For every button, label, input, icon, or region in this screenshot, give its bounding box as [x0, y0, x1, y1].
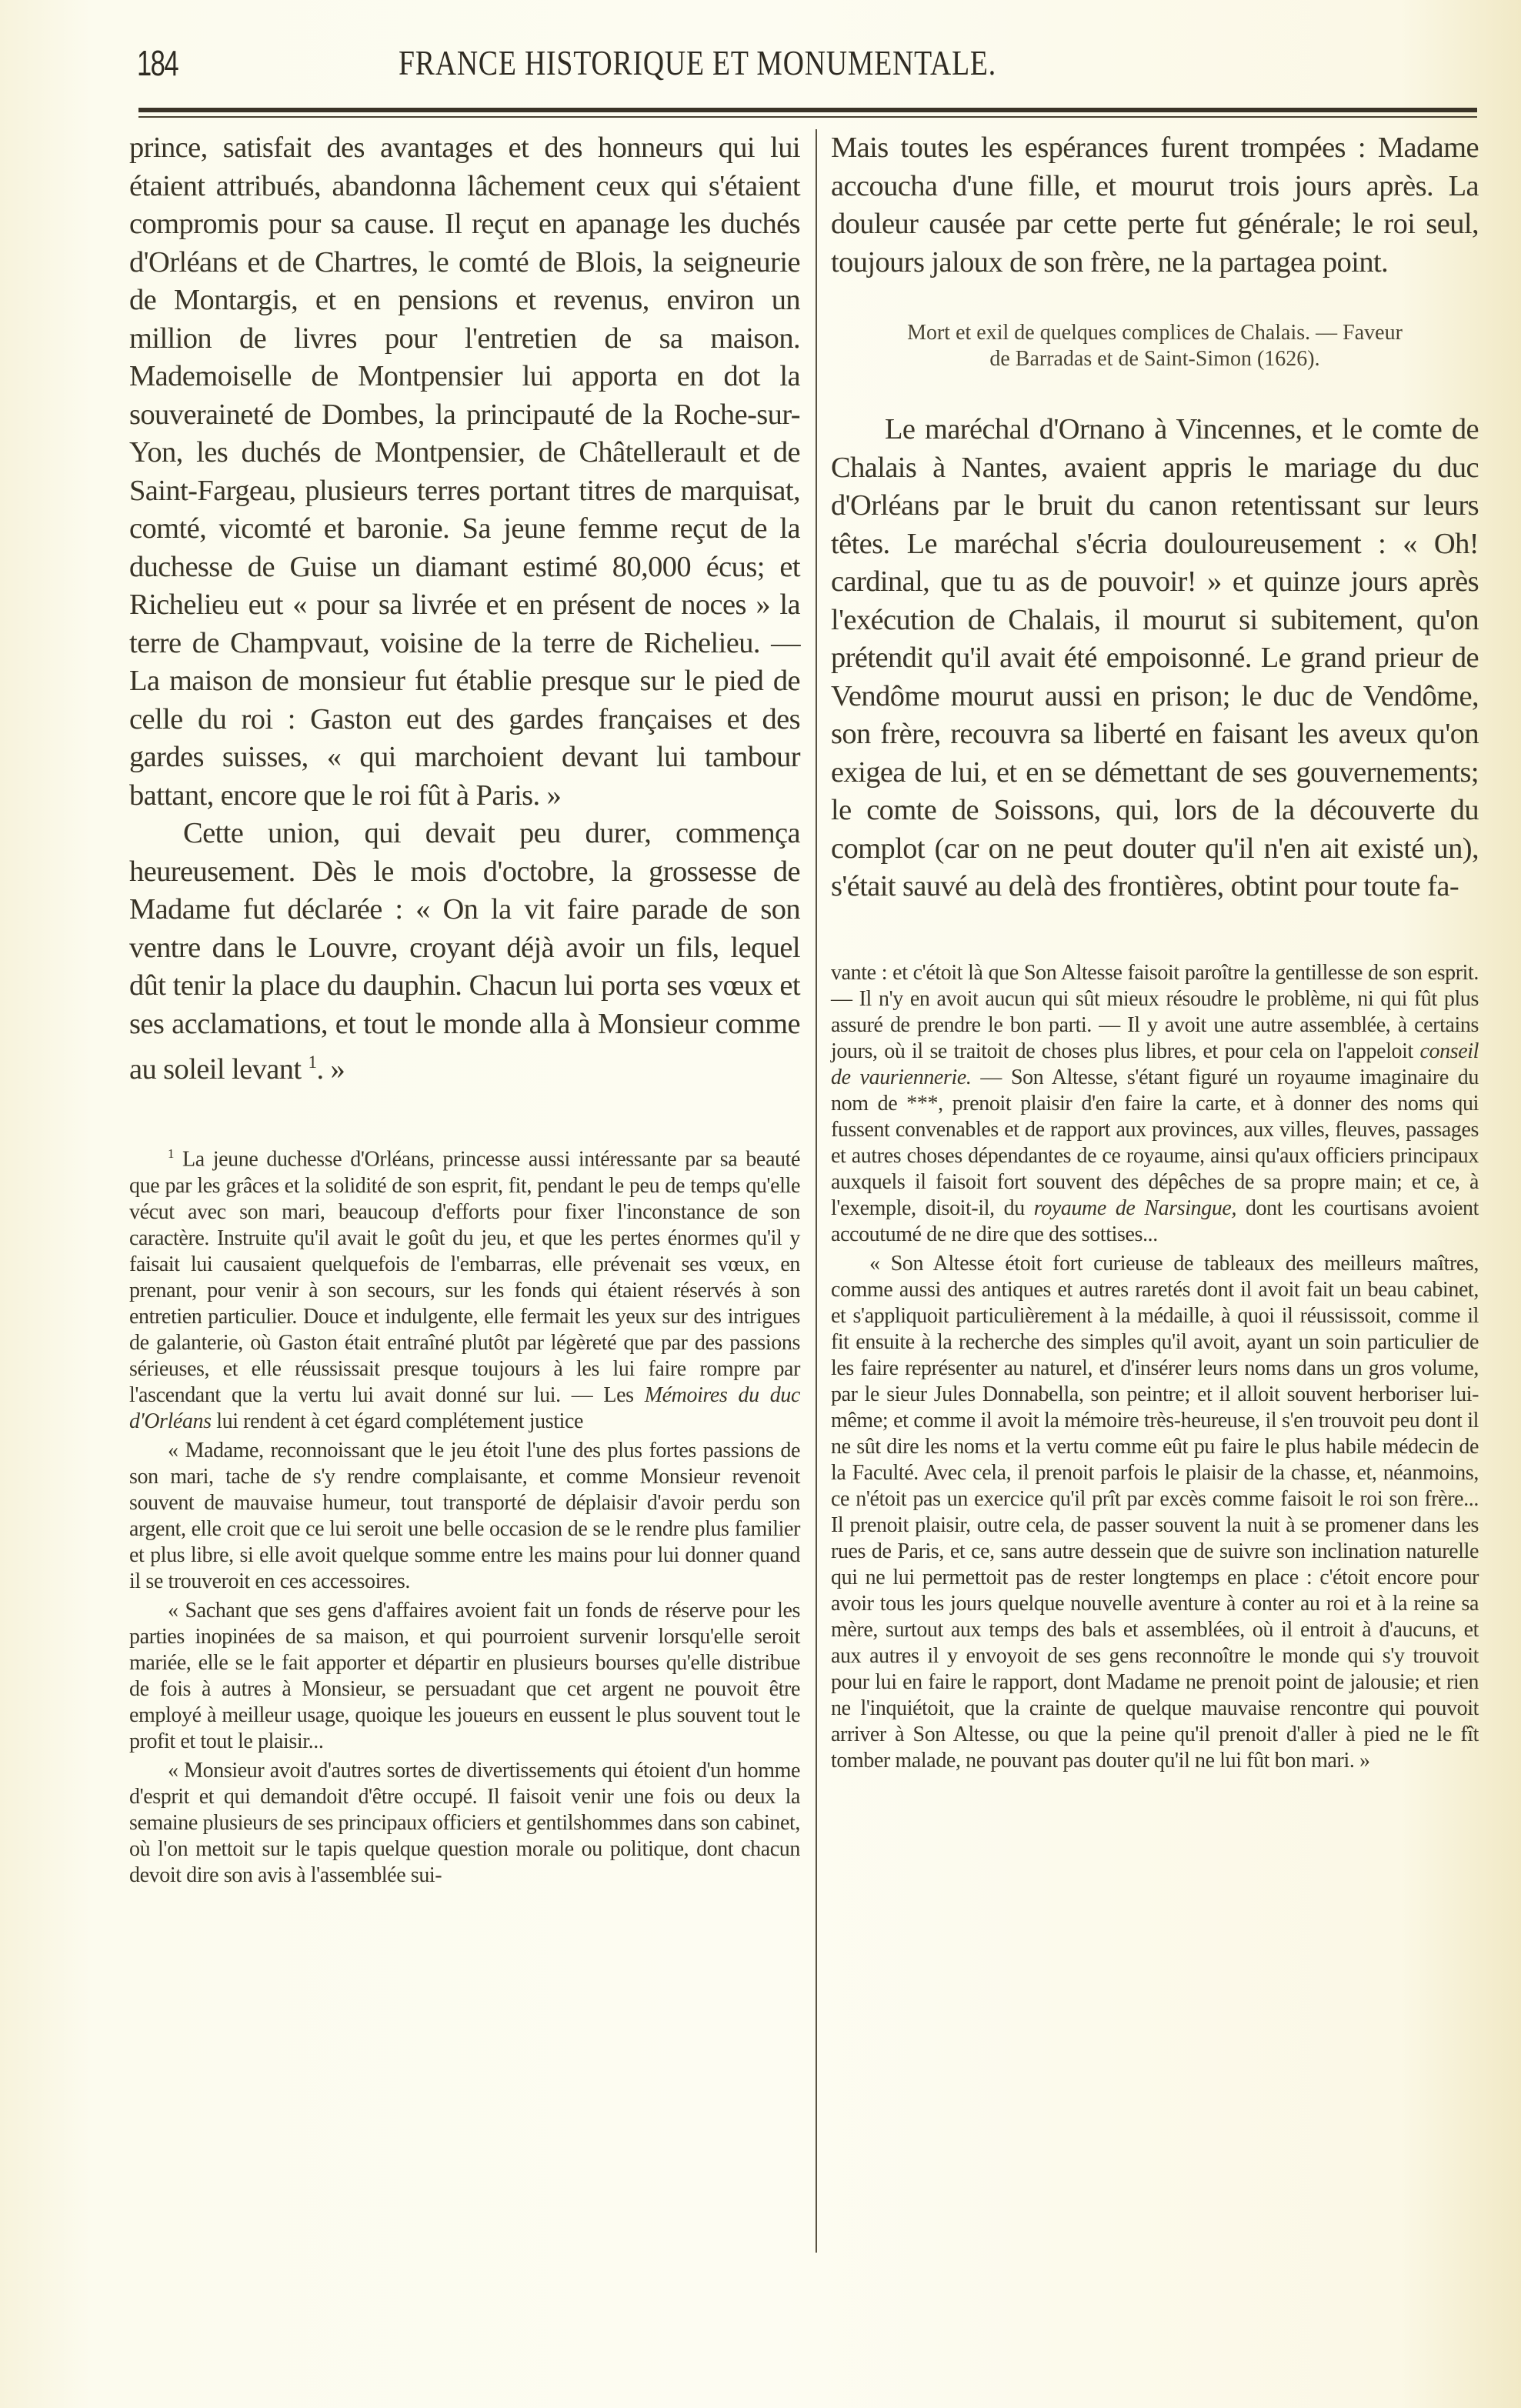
footnote-marker: 1	[168, 1146, 174, 1162]
footnote	[129, 1141, 800, 1888]
italic-phrase: conseil de vauriennerie.	[831, 1039, 1479, 1089]
column-separator	[816, 129, 817, 2253]
main-text	[831, 129, 1479, 282]
italic-phrase: royaume de Narsingue,	[1033, 1196, 1237, 1220]
footnote-paragraph: « Madame, reconnoissant que le jeu étoit l'une des plus fortes passions de son mari, tache de s'y rendre complaisante, et comme Monsieur revenoit souvent de mauvaise humeur, tout transporté de déplaisir d'avoir perdu son argent, elle croit que ce lui seroit une belle occasion de se le rendre plus familier et plus libre, si elle avoit quelque somme entre les mains pour lui donner quand il se trouveroit en ces accessoires.	[129, 1438, 800, 1593]
running-title: FRANCE HISTORIQUE ET MONUMENTALE.	[399, 43, 997, 82]
main-text	[831, 411, 1479, 906]
page-header	[137, 42, 1476, 88]
page-number: 184	[137, 43, 178, 83]
right-column	[831, 129, 1479, 1774]
footnote-paragraph: « Son Altesse étoit fort curieuse de tableaux des meilleurs maîtres, comme aussi des antiques et autres raretés dont il avoit fait un beau cabinet, et s'appliquoit particulièrement à la médaille, à quoi il réussissoit, comme il fit ensuite à la recherche des simples qu'il avoit, ayant un soin particulier de les faire représenter au naturel, et d'insérer leurs noms dans un gros volume, par le sieur Jules Donnabella, son peintre; et il alloit souvent herboriser lui-même; et comme il avoit la mémoire très-heureuse, il s'en trouvoit peu dont il ne sût dire les noms et la vertu comme eût pu faire le plus habile médecin de la Faculté. Avec cela, il prenoit parfois le plaisir de la chasse, et, néanmoins, ce n'étoit pas un exercice qu'il prît par excès comme faisoit le roi son frère... Il prenoit plaisir, outre cela, de passer souvent la nuit à se promener dans les rues de Paris, et ce, sans autre dessein que de suivre son inclination naturelle qui ne lui permettoit pas de rester longtemps en place : c'étoit encore pour avoir tous les jours quelque nouvelle aventure à conter au roi et à la reine sa mère, surtout aux temps des bals et assemblées, où il entroit à d'aucuns, et aux autres il y envoyoit de ses gens reconnoître le monde qui s'y trouvoit pour lui en faire le rapport, dont Madame ne prenoit point de jalousie; et rien ne l'inquiétoit, que la crainte de quelque mauvaise rencontre qui pouvoit arriver à Son Altesse, ou que la peine qu'il prenoit d'aller à pied ne le fît tomber malade, ne pouvant pas douter qu'il ne lui fût bon mari. »	[831, 1251, 1479, 1773]
footnote-paragraph: « Sachant que ses gens d'affaires avoient fait un fonds de réserve pour les parties inopinées de sa maison, et qui pourroient survenir lorsqu'elle seroit mariée, elle se le fait apporter et départir en plusieurs bourses qu'elle distribue de fois à autres à Monsieur, se persuadant que cet argent ne pouvoit être employé à meilleur usage, quoique les joueurs en eussent le plus souvent tout le profit et tout le plaisir...	[129, 1598, 800, 1753]
main-text	[129, 129, 800, 1089]
left-column	[129, 129, 800, 1889]
paragraph: Cette union, qui devait peu durer, commença heureusement. Dès le mois d'octobre, la grossesse de Madame fut déclarée : « On la vit faire parade de son ventre dans le Louvre, croyant déjà avoir un fils, lequel dût tenir la place du dauphin. Chacun lui porta ses vœux et ses acclamations, et tout le monde alla à Monsieur comme au soleil levant $^1$. »	[129, 817, 800, 1086]
footnote-paragraph: $^1$ La jeune duchesse d'Orléans, princesse aussi intéressante par sa beauté que par les grâces et la solidité de son esprit, fit, pendant le peu de temps qu'elle vécut avec son mari, beaucoup d'efforts pour fixer l'inconstance de son caractère. Instruite qu'il avait le goût du jeu, et que les pertes énormes qu'il y faisait lui causaient quelquefois de l'embarras, elle prévenait ses vœux, en prenant, pour venir à son secours, sur les fonds qui étaient réservés à son entretien particulier. Douce et indulgente, elle fermait les yeux sur des intrigues de galanterie, où Gaston était entraîné plutôt par légèreté que par des passions sérieuses, et elle réussissait presque toujours à les lui faire rompre par l'ascendant que la vertu lui avait donné sur lui. — Les Mémoires du duc d'Orléans lui rendent à cet égard complétement justice	[129, 1146, 800, 1433]
footnote-ref[interactable]: 1	[308, 1052, 317, 1072]
paragraph: prince, satisfait des avantages et des honneurs qui lui étaient attribués, abandonna lâchement ceux qui s'étaient compromis pour sa cause. Il reçut en apanage les duchés d'Orléans et de Chartres, le comté de Blois, la seigneurie de Montargis, et en pensions et revenus, environ un million de livres pour l'entretien de sa maison. Mademoiselle de Montpensier lui apporta en dot la souveraineté de Dombes, la principauté de la Roche-sur-Yon, les duchés de Montpensier, de Châtellerault et de Saint-Fargeau, plusieurs terres portant titres de marquisat, comté, vicomté et baronie. Sa jeune femme reçut de la duchesse de Guise un diamant estimé 80,000 écus; et Richelieu eut « pour sa livrée et en présent de noces » la terre de Champvaut, voisine de la terre de Richelieu. — La maison de monsieur fut établie presque sur le pied de celle du roi : Gaston eut des gardes françaises et des gardes suisses, « qui marchoient devant lui tambour battant, encore que le roi fût à Paris. »	[129, 132, 800, 812]
header-rule-thin	[138, 116, 1477, 118]
section-heading: Mort et exil de quelques complices de Chalais. — Faveur de Barradas et de Saint-Simon (1626).	[907, 321, 1403, 371]
footnote-paragraph: vante : et c'étoit là que Son Altesse faisoit paroître la gentillesse de son esprit. — Il n'y en avoit aucun qui sût mieux résoudre le problème, ni qui fût plus assuré de prendre le bon parti. — Il y avoit une autre assemblée, à certains jours, où il se traitoit de choses plus libres, et pour cela on l'appeloit conseil de vauriennerie. — Son Altesse, s'étant figuré un royaume imaginaire du nom de ***, prenoit plaisir d'en faire la carte, et à donner des noms qui fussent convenables et de rapport aux provinces, aux villes, fleuves, passages et autres choses dépendantes de ce royaume, ainsi qu'aux officiers principaux auxquels il faisoit fort souvent des dépêches de sa propre main; et ce, à l'exemple, disoit-il, du royaume de Narsingue, dont les courtisans avoient accoutumé de ne dire que des sottises...	[831, 960, 1479, 1246]
footnote-continued	[831, 960, 1479, 1774]
book-title: Mémoires du duc d'Orléans	[129, 1382, 800, 1433]
paragraph: Le maréchal d'Ornano à Vincennes, et le comte de Chalais à Nantes, avaient appris le mariage du duc d'Orléans par le bruit du canon retentissant sur leurs têtes. Le maréchal s'écria douloureusement : « Oh! cardinal, que tu as de pouvoir! » et quinze jours après l'exécution de Chalais, il mourut si subitement, qu'on prétendit qu'il avait été empoisonné. Le grand prieur de Vendôme mourut aussi en prison; le duc de Vendôme, son frère, recouvra sa liberté en faisant les aveux qu'on exigea de lui, et en se démettant de ses gouvernements; le comte de Soissons, qui, lors de la découverte du complot (car on ne peut douter qu'il n'en ait existé un), s'était sauvé au delà des frontières, obtint pour toute fa-	[831, 413, 1479, 902]
paragraph: Mais toutes les espérances furent trompées : Madame accoucha d'une fille, et mourut trois jours après. La douleur causée par cette perte fut générale; le roi seul, toujours jaloux de son frère, ne la partagea point.	[831, 132, 1479, 278]
header-rule-thick	[138, 108, 1477, 112]
footnote-paragraph: « Monsieur avoit d'autres sortes de divertissements qui étoient d'un homme d'esprit et qui demandoit d'être occupé. Il faisoit venir une fois ou deux la semaine plusieurs de ses principaux officiers et gentilshommes dans son cabinet, où l'on mettoit sur le tapis quelque question morale ou politique, dont chacun devoit dire son avis à l'assemblée sui-	[129, 1758, 800, 1887]
